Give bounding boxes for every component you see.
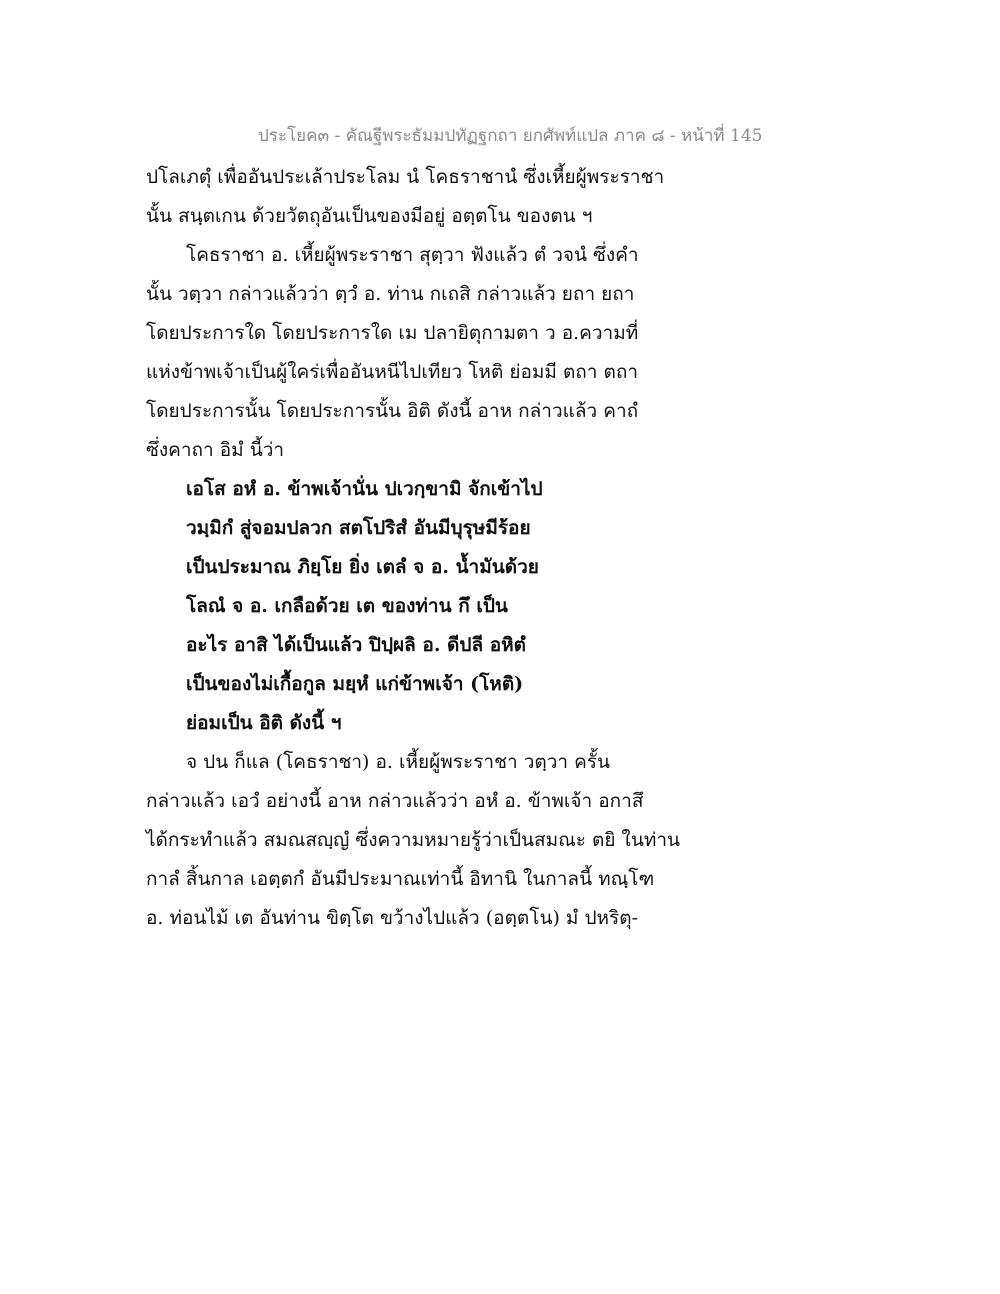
paragraph-2 [146,236,706,470]
verse-line: โลณํ จ อ. เกลือด้วย เต ของท่าน กึ เป็น [186,595,508,617]
text-line: ได้กระทำแล้ว สมณสญฺญํ ซึ่งความหมายรู้ว่าเป็นสมณะ ตยิ ในท่าน [146,829,680,851]
text-line: โดยประการนั้น โดยประการนั้น อิติ ดังนี้ อาห กล่าวแล้ว คาถํ [146,400,639,422]
verse-line: ย่อมเป็น อิติ ดังนี้ ฯ [186,712,342,734]
verse-line: เอโส อหํ อ. ข้าพเจ้านั่น ปเวกฺขามิ จักเข้าไป [186,478,543,500]
body-text [146,158,706,938]
verse-line: วมฺมิกํ สู่จอมปลวก สตโปริสํ อันมีบุรุษมีร้อย [186,517,531,539]
text-line: อ. ท่อนไม้ เต อันท่าน ขิตฺโต ขว้างไปแล้ว (อตฺตโน) มํ ปหริตุ- [146,907,639,929]
verse-block [146,470,706,743]
text-line: จ ปน ก็แล (โคธราชา) อ. เหี้ยผู้พระราชา วตฺวา ครั้น [186,751,610,773]
verse-line: อะไร อาสิ ได้เป็นแล้ว ปิปฺผลิ อ. ดีปลี อหิตํ [186,634,526,656]
text-line: โคธราชา อ. เหี้ยผู้พระราชา สุตฺวา ฟังแล้ว ตํ วจนํ ซึ่งคำ [186,244,639,266]
verse-line: เป็นประมาณ ภิยฺโย ยิ่ง เตลํ จ อ. น้ำมันด้วย [186,556,539,578]
text-line: กล่าวแล้ว เอวํ อย่างนี้ อาห กล่าวแล้วว่า อหํ อ. ข้าพเจ้า อกาสึ [146,790,644,812]
page-header: ประโยค๓ - คัณฐีพระธัมมปทัฏฐกถา ยกศัพท์แปล ภาค ๘ - หน้าที่ 145 [258,126,763,146]
text-line: ซึ่งคาถา อิมํ นี้ว่า [146,439,285,461]
paragraph-1 [146,158,706,236]
text-line: กาลํ สิ้นกาล เอตฺตกํ อันมีประมาณเท่านี้ อิทานิ ในกาลนี้ ทณฺโฑ [146,868,655,890]
text-line: นั้น สนฺตเกน ด้วยวัตถุอันเป็นของมีอยู่ อตฺตโน ของตน ฯ [146,205,593,227]
text-line: โดยประการใด โดยประการใด เม ปลายิตุกามตา ว อ.ความที่ [146,322,639,344]
text-line: ปโลเภตุํ เพื่ออันประเล้าประโลม นํ โคธราชานํ ซึ่งเหี้ยผู้พระราชา [146,166,665,188]
text-line: นั้น วตฺวา กล่าวแล้วว่า ตฺวํ อ. ท่าน กเถสิ กล่าวแล้ว ยถา ยถา [146,283,635,305]
text-line: แห่งข้าพเจ้าเป็นผู้ใคร่เพื่ออันหนีไปเทียว โหติ ย่อมมี ตถา ตถา [146,361,639,383]
verse-line: เป็นของไม่เกื้อกูล มยฺหํ แก่ข้าพเจ้า (โหติ) [186,673,524,695]
paragraph-4 [146,743,706,938]
